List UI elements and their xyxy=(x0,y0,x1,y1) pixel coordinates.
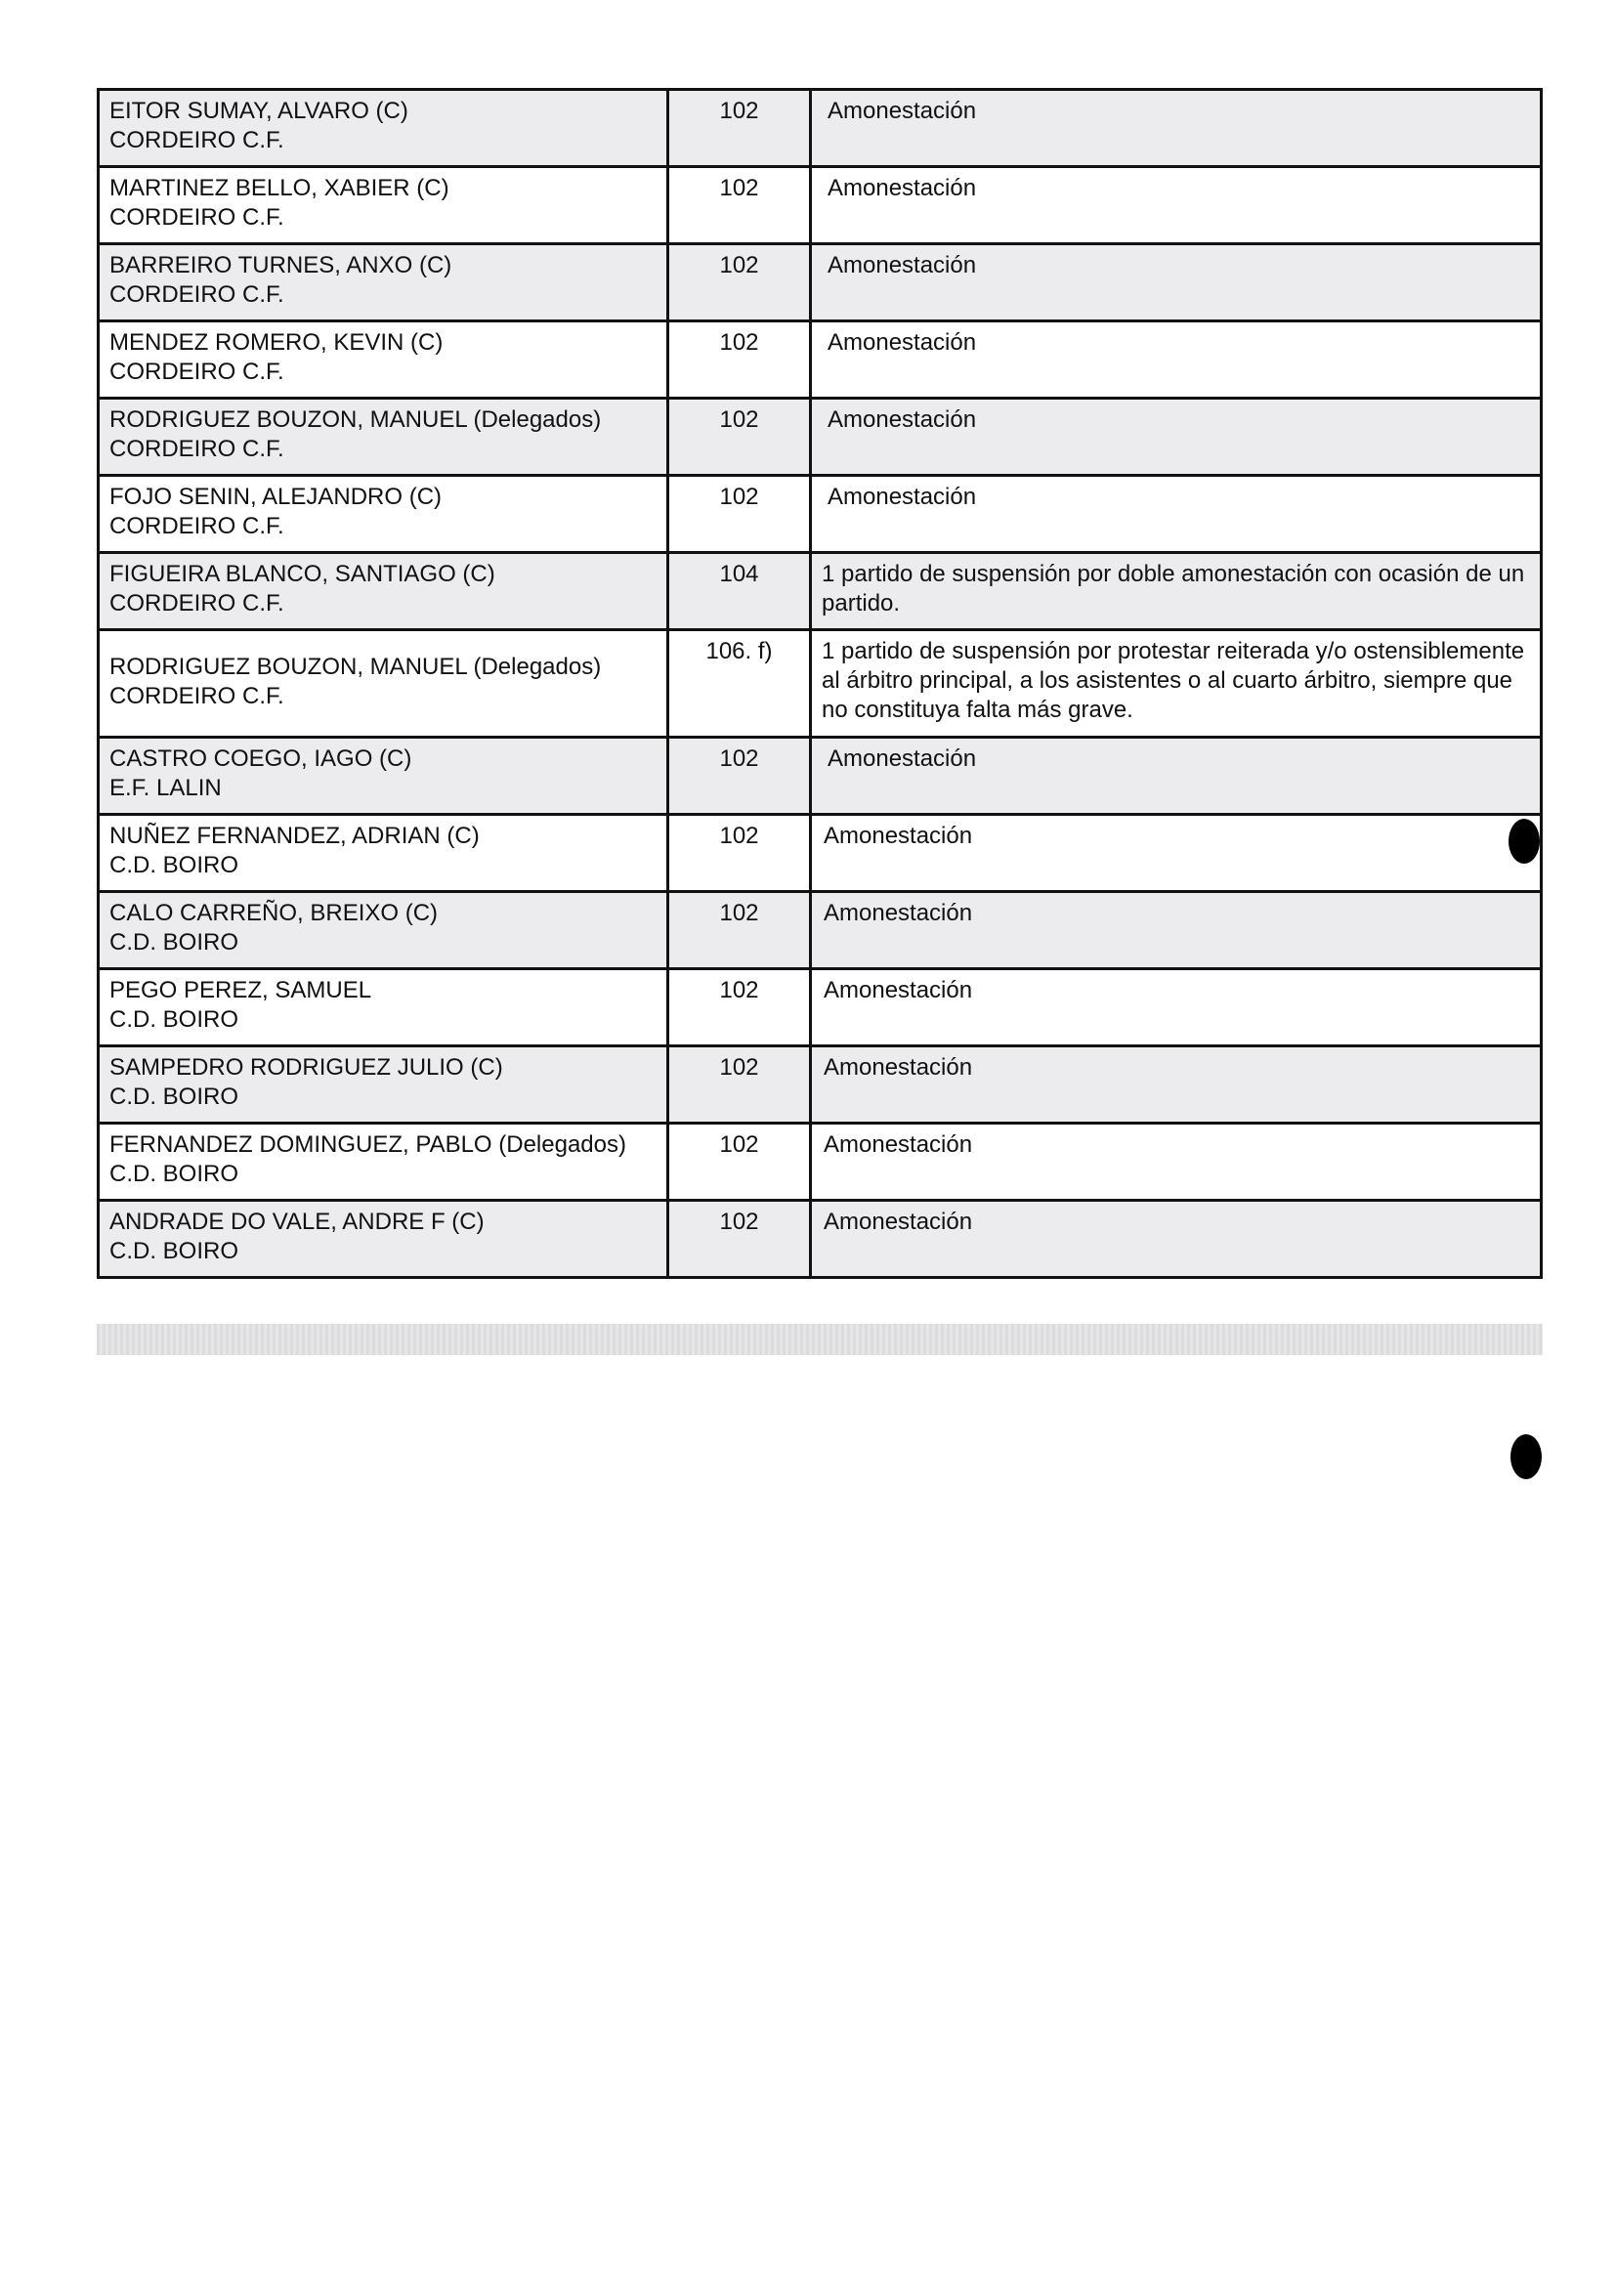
table-row xyxy=(100,893,1540,970)
player-cell xyxy=(100,1125,669,1199)
table-row xyxy=(100,554,1540,631)
sanction-cell: Amonestación xyxy=(828,329,977,356)
player-cell xyxy=(100,739,669,813)
table-row xyxy=(100,322,1540,400)
sanction-cell: Amonestación xyxy=(824,900,973,926)
player-name: MENDEZ ROMERO, KEVIN (C) xyxy=(109,329,444,356)
article-cell: 104 xyxy=(669,554,812,628)
club-name: C.D. BOIRO xyxy=(109,1084,239,1110)
club-name: CORDEIRO C.F. xyxy=(109,359,284,385)
table-row xyxy=(100,91,1540,168)
article-cell: 102 xyxy=(669,400,812,474)
article-cell: 102 xyxy=(669,1202,812,1276)
table-row xyxy=(100,245,1540,322)
player-cell xyxy=(100,1202,669,1276)
sanction-cell: Amonestación xyxy=(824,1131,973,1158)
club-name: C.D. BOIRO xyxy=(109,1161,239,1187)
club-name: CORDEIRO C.F. xyxy=(109,590,284,617)
table-row xyxy=(100,816,1540,893)
sanction-cell: Amonestación xyxy=(824,823,973,849)
player-name: CASTRO COEGO, IAGO (C) xyxy=(109,745,412,772)
table-row xyxy=(100,168,1540,245)
article-cell: 102 xyxy=(669,739,812,813)
player-name: BARREIRO TURNES, ANXO (C) xyxy=(109,252,452,278)
club-name: C.D. BOIRO xyxy=(109,1238,239,1264)
article-cell: 102 xyxy=(669,1125,812,1199)
table-row xyxy=(100,400,1540,477)
player-name: RODRIGUEZ BOUZON, MANUEL (Delegados) xyxy=(109,654,602,680)
punch-hole-icon xyxy=(1510,1434,1542,1479)
player-cell xyxy=(100,893,669,967)
table-row xyxy=(100,477,1540,554)
club-name: CORDEIRO C.F. xyxy=(109,436,284,462)
player-name: CALO CARREÑO, BREIXO (C) xyxy=(109,900,439,926)
sanction-cell: 1 partido de suspensión por protestar reiterada y/o ostensiblemente al árbitro principal, a los asistentes o al cuarto árbitro, siempre que no constituya falta más grave. xyxy=(822,638,1525,723)
player-cell xyxy=(100,322,669,397)
club-name: CORDEIRO C.F. xyxy=(109,204,284,231)
sanction-cell: Amonestación xyxy=(824,977,973,1003)
club-name: CORDEIRO C.F. xyxy=(109,127,284,153)
player-cell xyxy=(100,631,669,736)
player-cell xyxy=(100,1047,669,1122)
table-row xyxy=(100,631,1540,739)
article-cell: 102 xyxy=(669,1047,812,1122)
sanction-cell: Amonestación xyxy=(828,175,977,201)
player-cell xyxy=(100,245,669,319)
player-name: FIGUEIRA BLANCO, SANTIAGO (C) xyxy=(109,561,495,587)
article-cell: 102 xyxy=(669,477,812,551)
player-name: ANDRADE DO VALE, ANDRE F (C) xyxy=(109,1209,485,1235)
player-cell xyxy=(100,970,669,1044)
club-name: CORDEIRO C.F. xyxy=(109,683,284,709)
sanction-cell: 1 partido de suspensión por doble amonestación con ocasión de un partido. xyxy=(822,561,1525,617)
player-name: PEGO PEREZ, SAMUEL xyxy=(109,977,372,1003)
sanction-cell: Amonestación xyxy=(828,745,977,772)
article-cell: 102 xyxy=(669,893,812,967)
scan-shading-strip xyxy=(97,1324,1543,1355)
player-name: SAMPEDRO RODRIGUEZ JULIO (C) xyxy=(109,1054,503,1081)
player-name: FERNANDEZ DOMINGUEZ, PABLO (Delegados) xyxy=(109,1131,626,1158)
punch-hole-icon xyxy=(1509,819,1540,864)
article-cell: 102 xyxy=(669,322,812,397)
sanction-cell: Amonestación xyxy=(828,98,977,124)
article-cell: 102 xyxy=(669,168,812,242)
table-row xyxy=(100,970,1540,1047)
club-name: C.D. BOIRO xyxy=(109,852,239,878)
article-cell: 102 xyxy=(669,970,812,1044)
player-name: MARTINEZ BELLO, XABIER (C) xyxy=(109,175,449,201)
club-name: CORDEIRO C.F. xyxy=(109,281,284,308)
sanctions-table xyxy=(97,88,1543,1279)
table-row xyxy=(100,739,1540,816)
player-cell xyxy=(100,91,669,165)
player-name: EITOR SUMAY, ALVARO (C) xyxy=(109,98,408,124)
sanction-cell: Amonestación xyxy=(824,1209,973,1235)
player-cell xyxy=(100,816,669,890)
player-cell xyxy=(100,168,669,242)
article-cell: 102 xyxy=(669,816,812,890)
table-row xyxy=(100,1202,1540,1279)
player-name: RODRIGUEZ BOUZON, MANUEL (Delegados) xyxy=(109,406,602,433)
player-cell xyxy=(100,554,669,628)
table-row xyxy=(100,1125,1540,1202)
sanction-cell: Amonestación xyxy=(828,252,977,278)
sanction-cell: Amonestación xyxy=(828,406,977,433)
table-row xyxy=(100,1047,1540,1125)
player-cell xyxy=(100,400,669,474)
article-cell: 106. f) xyxy=(669,631,812,736)
club-name: C.D. BOIRO xyxy=(109,929,239,956)
sanction-cell: Amonestación xyxy=(828,484,977,510)
club-name: E.F. LALIN xyxy=(109,775,222,801)
club-name: C.D. BOIRO xyxy=(109,1006,239,1033)
player-name: FOJO SENIN, ALEJANDRO (C) xyxy=(109,484,443,510)
player-cell xyxy=(100,477,669,551)
club-name: CORDEIRO C.F. xyxy=(109,513,284,539)
article-cell: 102 xyxy=(669,245,812,319)
player-name: NUÑEZ FERNANDEZ, ADRIAN (C) xyxy=(109,823,480,849)
article-cell: 102 xyxy=(669,91,812,165)
sanction-cell: Amonestación xyxy=(824,1054,973,1081)
